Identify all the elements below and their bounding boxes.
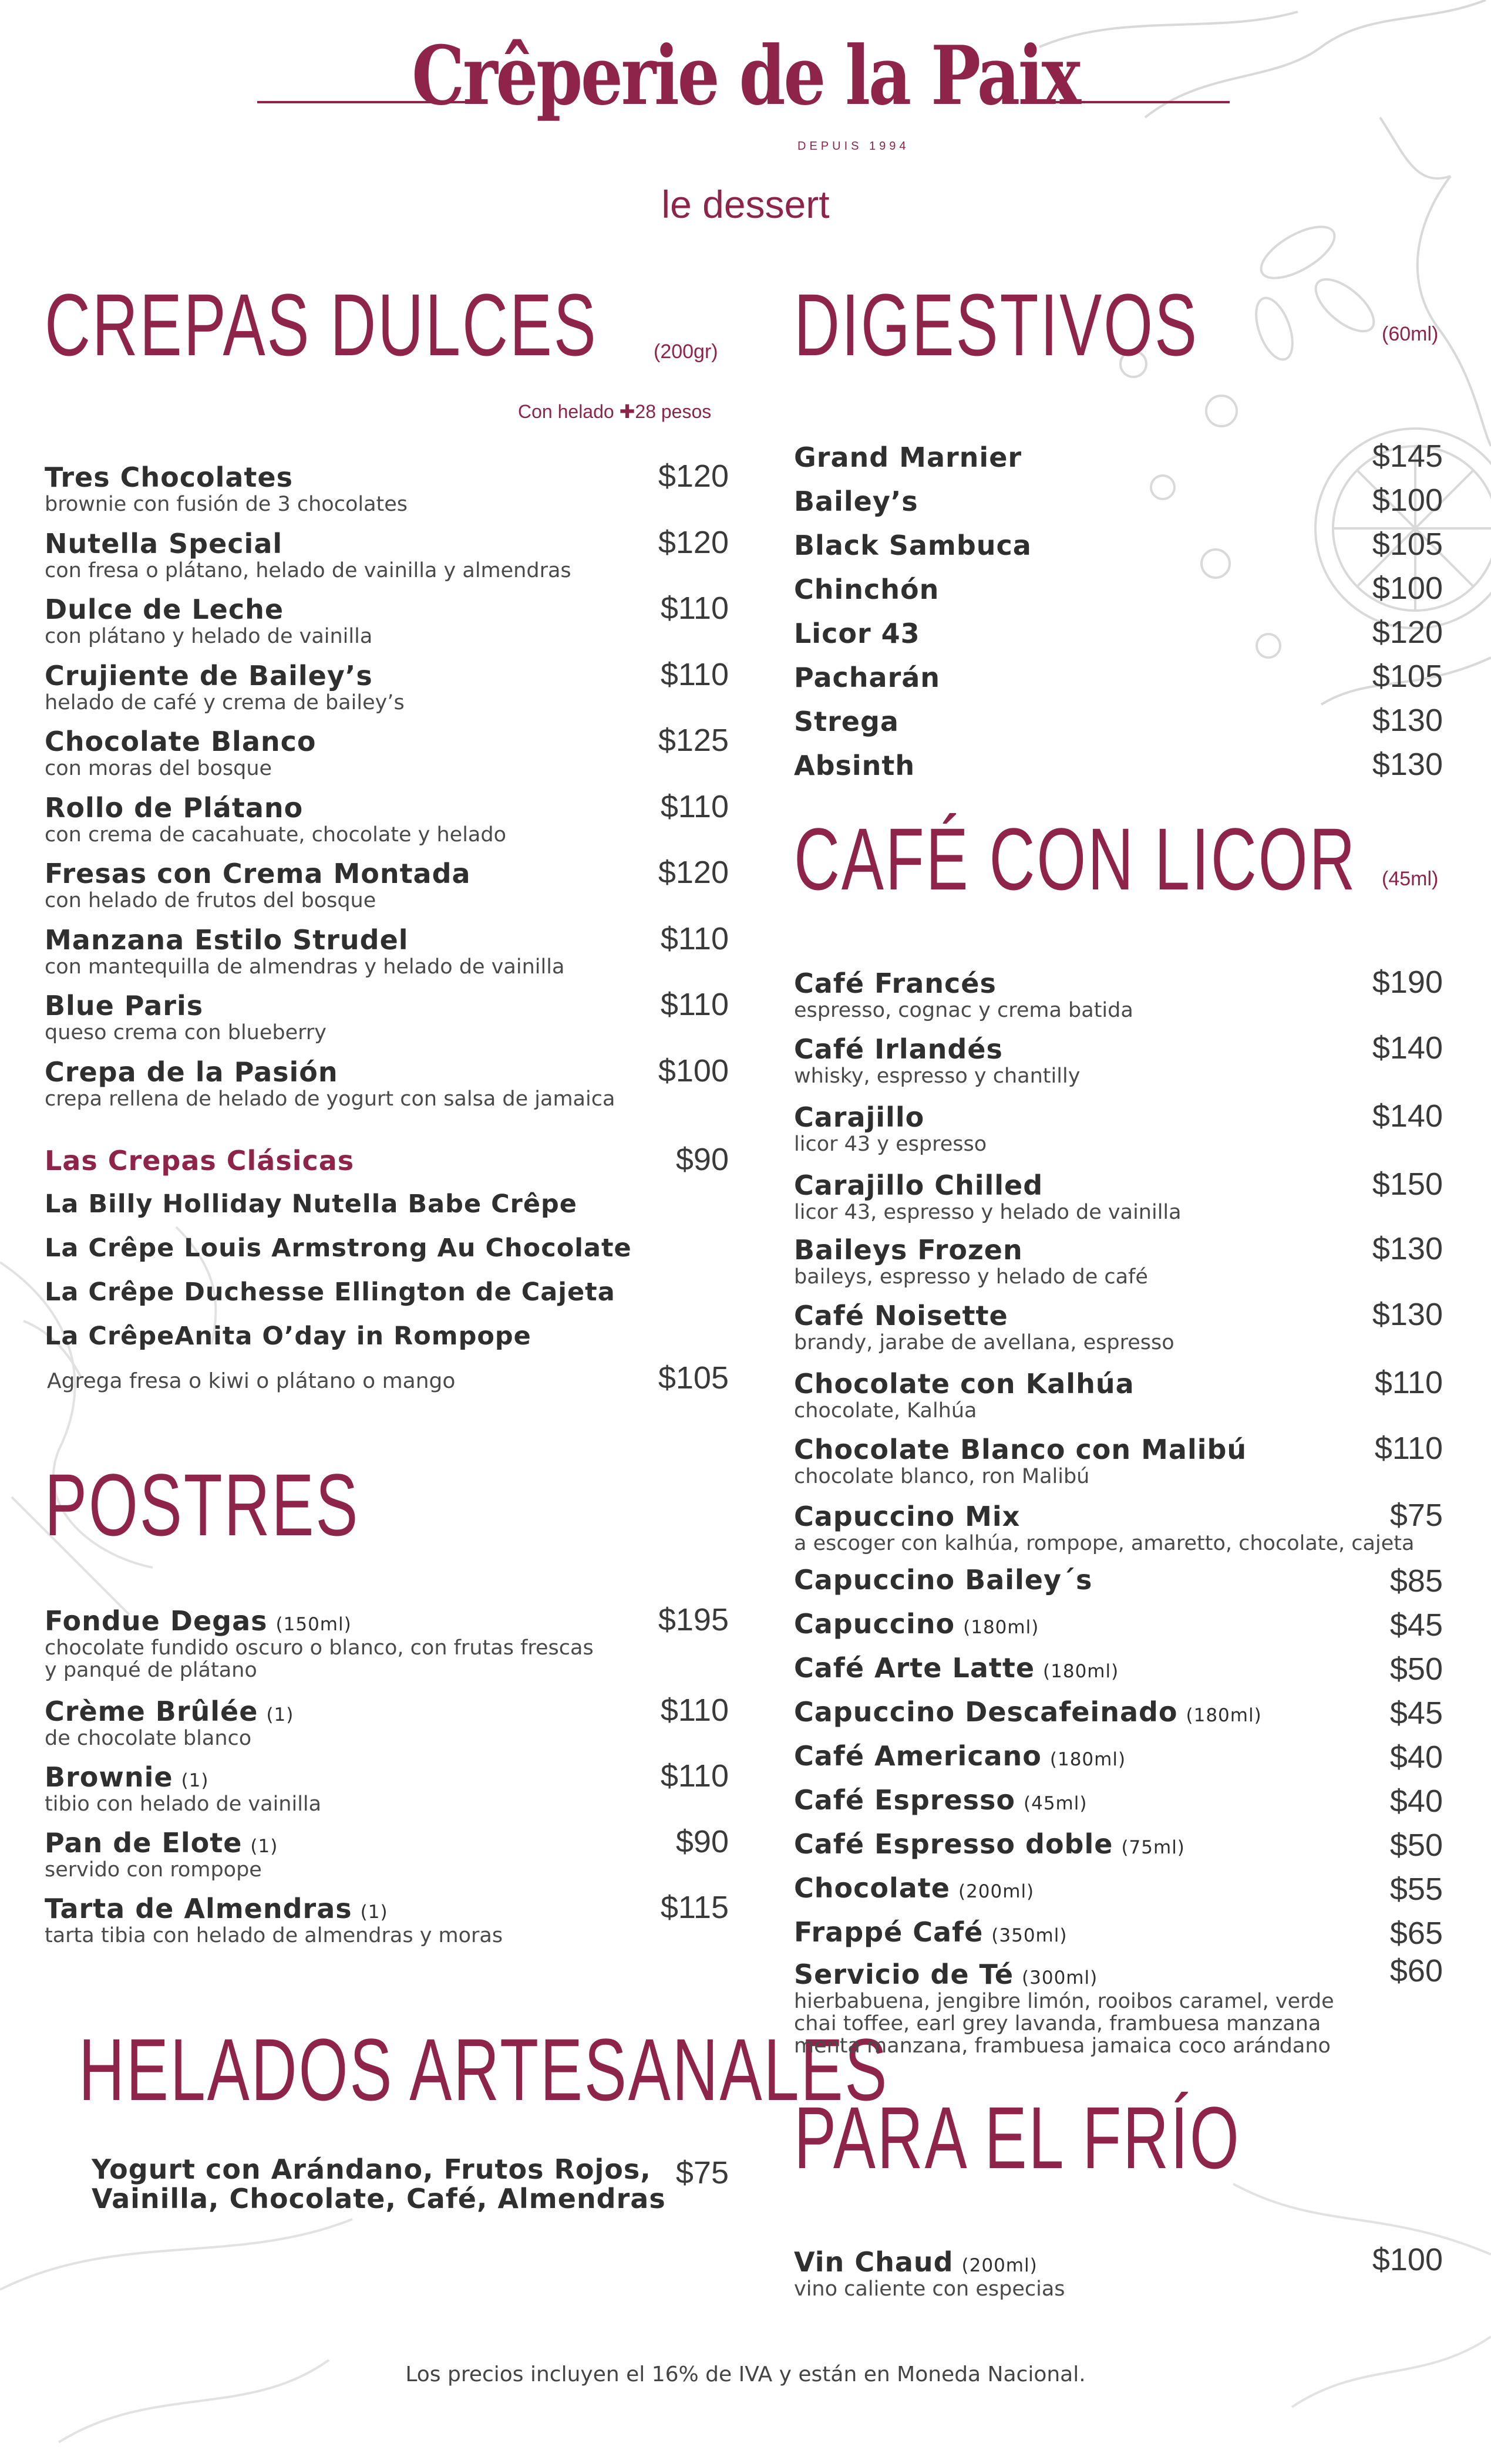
item-desc: con moras del bosque	[45, 757, 272, 780]
item-price: $125	[658, 723, 729, 758]
item-name: Café Espresso doble	[794, 1828, 1113, 1860]
menu-item	[794, 1828, 1185, 1860]
heading-helados: HELADOS ARTESANALES	[79, 2020, 889, 2119]
item-size: (180ml)	[963, 1617, 1039, 1638]
menu-item	[794, 1784, 1087, 1816]
item-price: $110	[660, 921, 729, 956]
item-price: $190	[1372, 965, 1443, 1000]
clasica-item: La Crêpe Louis Armstrong Au Chocolate	[45, 1233, 632, 1263]
item-desc: helado de café y crema de bailey’s	[45, 690, 405, 714]
item-size: (1)	[250, 1836, 278, 1857]
item-name: Nutella Special	[45, 527, 283, 559]
item-name: Crème Brûlée	[45, 1696, 258, 1727]
item-desc: menta manzana, frambuesa jamaica coco arándano	[794, 2034, 1331, 2058]
item-name: Chocolate con Kalhúa	[794, 1368, 1135, 1400]
menu-item	[794, 1872, 1034, 1904]
item-name: Servicio de Té	[794, 1959, 1014, 1990]
clasicas-title: Las Crepas Clásicas	[45, 1145, 355, 1177]
clasica-item: La Crêpe Duchesse Ellington de Cajeta	[45, 1277, 615, 1307]
item-price: $100	[1372, 2242, 1443, 2277]
item-desc: chocolate blanco, ron Malibú	[794, 1465, 1090, 1488]
menu-item	[794, 1740, 1126, 1772]
item-desc: licor 43, espresso y helado de vainilla	[794, 1201, 1182, 1224]
menu-item	[794, 1033, 1080, 1087]
clasica-item: La Billy Holliday Nutella Babe Crêpe	[45, 1189, 577, 1219]
item-name: Manzana Estilo Strudel	[45, 923, 409, 956]
item-price: $40	[1389, 1784, 1443, 1819]
item-price: $120	[658, 459, 729, 494]
menu-item	[45, 461, 408, 515]
heading-postres: POSTRES	[45, 1455, 360, 1554]
menu-item	[45, 1696, 294, 1750]
item-size: (1)	[181, 1770, 209, 1791]
item-name: Brownie	[45, 1761, 173, 1793]
item-price: $85	[1389, 1563, 1443, 1599]
item-price: $130	[1372, 1231, 1443, 1266]
menu-item-name: Bailey’s	[794, 486, 918, 517]
menu-item	[794, 1501, 1414, 1555]
item-desc: queso crema con blueberry	[45, 1021, 327, 1044]
item-price: $110	[660, 1693, 729, 1728]
item-size: (300ml)	[1022, 1967, 1098, 1988]
item-name: Café Espresso	[794, 1784, 1016, 1816]
item-name: Capuccino Descafeinado	[794, 1696, 1178, 1728]
brand-logo: Crêperie de la Paix	[412, 28, 1079, 123]
item-name: Tarta de Almendras	[45, 1893, 352, 1924]
item-desc: de chocolate blanco	[45, 1727, 252, 1750]
item-desc: espresso, cognac y crema batida	[794, 999, 1133, 1022]
item-name: Café Arte Latte	[794, 1652, 1035, 1684]
item-price: $120	[658, 524, 729, 560]
footer-note: Los precios incluyen el 16% de IVA y están en Moneda Nacional.	[405, 2362, 1086, 2387]
menu-item	[794, 1300, 1174, 1354]
item-price: $105	[1372, 659, 1443, 694]
menu-item	[794, 1434, 1247, 1488]
item-desc: tibio con helado de vainilla	[45, 1792, 322, 1816]
item-price: $55	[1389, 1872, 1443, 1907]
item-desc: con mantequilla de almendras y helado de vainilla	[45, 955, 565, 979]
item-price: $110	[660, 656, 729, 692]
item-price: $120	[1372, 615, 1443, 650]
item-price: $140	[1372, 1030, 1443, 1066]
menu-item-name: Grand Marnier	[794, 441, 1022, 473]
item-desc: licor 43 y espresso	[794, 1132, 987, 1156]
item-desc: chocolate, Kalhúa	[794, 1399, 977, 1423]
item-price: $50	[1389, 1828, 1443, 1863]
item-size: (180ml)	[1186, 1705, 1262, 1726]
helados-line-1: Yogurt con Arándano, Frutos Rojos,	[92, 2153, 651, 2185]
item-size: (200ml)	[958, 1881, 1035, 1902]
item-price: $110	[660, 1758, 729, 1794]
item-price: $110	[660, 788, 729, 824]
menu-item	[794, 1234, 1148, 1288]
menu-item	[794, 968, 1133, 1022]
item-name: Tres Chocolates	[45, 461, 293, 493]
item-desc: hierbabuena, jengibre limón, rooibos caramel, verde	[794, 1990, 1334, 2013]
menu-item	[794, 1368, 1135, 1422]
item-price: $150	[1372, 1167, 1443, 1202]
item-name: Café Irlandés	[794, 1033, 1003, 1065]
item-size: (1)	[360, 1902, 388, 1923]
menu-item	[45, 594, 372, 648]
item-price: $110	[1374, 1431, 1443, 1466]
item-price: $100	[658, 1053, 729, 1088]
item-desc: brownie con fusión de 3 chocolates	[45, 493, 408, 516]
menu-item	[45, 990, 327, 1044]
item-price: $65	[1389, 1916, 1443, 1951]
item-desc: con fresa o plátano, helado de vainilla y almendras	[45, 558, 571, 582]
item-size: (150ml)	[275, 1614, 352, 1635]
item-price: $40	[1389, 1740, 1443, 1775]
item-price: $110	[660, 591, 729, 626]
menu-item-name: Licor 43	[794, 618, 920, 649]
heading-para-el-frio: PARA EL FRÍO	[794, 2088, 1241, 2187]
extra-note: Agrega fresa o kiwi o plátano o mango	[47, 1369, 456, 1393]
menu-item-name: Absinth	[794, 750, 916, 781]
item-name: Carajillo	[794, 1101, 925, 1133]
item-size: (45ml)	[1024, 1793, 1088, 1814]
item-name: Pan de Elote	[45, 1827, 243, 1859]
item-price: $45	[1389, 1607, 1443, 1643]
helados-price: $75	[675, 2155, 729, 2190]
item-price: $75	[1389, 1498, 1443, 1533]
page-title: le dessert	[661, 183, 830, 226]
item-name: Café Americano	[794, 1740, 1042, 1772]
item-desc: crepa rellena de helado de yogurt con salsa de jamaica	[45, 1087, 615, 1111]
menu-item	[794, 1916, 1067, 1948]
item-size: (350ml)	[991, 1925, 1068, 1946]
menu-item	[45, 660, 405, 714]
menu-item	[45, 858, 471, 912]
item-desc: baileys, espresso y helado de café	[794, 1265, 1148, 1289]
menu-item	[45, 1056, 615, 1110]
item-size: (1)	[266, 1704, 294, 1725]
item-desc: whisky, espresso y chantilly	[794, 1064, 1081, 1088]
item-name: Frappé Café	[794, 1916, 984, 1948]
item-name: Fresas con Crema Montada	[45, 858, 471, 889]
item-name: Capuccino Bailey´s	[794, 1564, 1093, 1596]
item-name: Café Noisette	[794, 1300, 1008, 1332]
item-name: Crepa de la Pasión	[45, 1056, 338, 1088]
item-price: $100	[1372, 483, 1443, 518]
item-price: $105	[1372, 527, 1443, 562]
item-desc: brandy, jarabe de avellana, espresso	[794, 1331, 1174, 1354]
item-name: Capuccino	[794, 1608, 955, 1640]
crepas-unit: (200gr)	[654, 341, 718, 363]
item-name: Baileys Frozen	[794, 1234, 1023, 1266]
menu-item	[45, 1761, 321, 1815]
menu-item	[45, 528, 571, 582]
item-price: $130	[1372, 747, 1443, 782]
item-name: Blue Paris	[45, 990, 204, 1022]
item-name: Carajillo Chilled	[794, 1169, 1044, 1201]
extra-price: $105	[658, 1360, 729, 1396]
menu-item	[794, 1652, 1119, 1684]
item-name: Crujiente de Bailey’s	[45, 659, 373, 692]
menu-item	[45, 1893, 503, 1947]
digestivos-unit: (60ml)	[1382, 323, 1439, 345]
item-price: $50	[1389, 1651, 1443, 1687]
item-desc: a escoger con kalhúa, rompope, amaretto, chocolate, cajeta	[794, 1532, 1415, 1555]
heading-digestivos: DIGESTIVOS	[794, 275, 1199, 374]
menu-item-name: Pacharán	[794, 662, 941, 693]
menu-item	[45, 726, 316, 780]
menu-item-name: Black Sambuca	[794, 530, 1032, 561]
item-name: Vin Chaud	[794, 2246, 954, 2278]
item-name: Café Francés	[794, 968, 997, 999]
item-price: $90	[675, 1824, 729, 1859]
item-price: $120	[658, 855, 729, 890]
heading-crepas-dulces: CREPAS DULCES	[45, 275, 598, 374]
helado-note: Con helado ✚28 pesos	[518, 401, 712, 422]
item-desc: con helado de frutos del bosque	[45, 889, 376, 912]
menu-item	[45, 1827, 278, 1881]
item-name: Chocolate	[794, 1872, 950, 1904]
menu-item-vin-chaud	[794, 2246, 1065, 2300]
item-price: $115	[660, 1890, 729, 1925]
menu-item	[45, 792, 506, 846]
item-price: $110	[1374, 1365, 1443, 1400]
item-name: Rollo de Plátano	[45, 791, 304, 824]
menu-item	[794, 1564, 1092, 1596]
item-desc: vino caliente con especias	[794, 2277, 1065, 2301]
item-name: Fondue Degas	[45, 1605, 268, 1637]
clasicas-price: $90	[675, 1142, 729, 1177]
item-price: $130	[1372, 703, 1443, 738]
item-price: $100	[1372, 571, 1443, 606]
item-desc: chai toffee, earl grey lavanda, frambuesa manzana	[794, 2012, 1321, 2035]
cafe-unit: (45ml)	[1382, 868, 1439, 890]
botanical-illustration-top-right	[969, 0, 1491, 822]
item-desc: con plátano y helado de vainilla	[45, 625, 373, 648]
menu-item	[794, 1101, 987, 1155]
item-size: (200ml)	[961, 2255, 1038, 2276]
item-desc: servido con rompope	[45, 1858, 262, 1882]
menu-item-servicio-de-te	[794, 1959, 1334, 2057]
item-desc: con crema de cacahuate, chocolate y helado	[45, 823, 507, 847]
item-desc: chocolate fundido oscuro o blanco, con frutas frescas	[45, 1636, 594, 1660]
heading-cafe-con-licor: CAFÉ CON LICOR	[794, 810, 1357, 908]
menu-item	[45, 924, 564, 978]
item-desc: y panqué de plátano	[45, 1659, 257, 1682]
menu-item	[794, 1608, 1039, 1640]
item-price: $140	[1372, 1098, 1443, 1134]
menu-item	[794, 1696, 1262, 1728]
item-price: $145	[1372, 439, 1443, 474]
item-name: Chocolate Blanco con Malibú	[794, 1434, 1247, 1465]
menu-item	[794, 1169, 1182, 1223]
menu-item-name: Chinchón	[794, 574, 940, 605]
item-name: Chocolate Blanco	[45, 726, 317, 757]
menu-item	[45, 1605, 594, 1681]
item-price: $130	[1372, 1297, 1443, 1332]
item-desc: tarta tibia con helado de almendras y moras	[45, 1924, 503, 1947]
item-size: (75ml)	[1121, 1837, 1185, 1858]
menu-item-name: Strega	[794, 706, 899, 737]
item-price: $195	[658, 1602, 729, 1637]
item-price: $110	[660, 987, 729, 1022]
item-size: (180ml)	[1043, 1661, 1119, 1682]
helados-line-2: Vainilla, Chocolate, Café, Almendras	[92, 2183, 666, 2214]
item-name: Dulce de Leche	[45, 594, 284, 625]
item-size: (180ml)	[1049, 1749, 1126, 1770]
item-price: $45	[1389, 1696, 1443, 1731]
item-name: Capuccino Mix	[794, 1501, 1021, 1532]
clasica-item: La CrêpeAnita O’day in Rompope	[45, 1322, 531, 1351]
brand-tagline: DEPUIS 1994	[797, 140, 910, 153]
item-price: $60	[1389, 1953, 1443, 1988]
